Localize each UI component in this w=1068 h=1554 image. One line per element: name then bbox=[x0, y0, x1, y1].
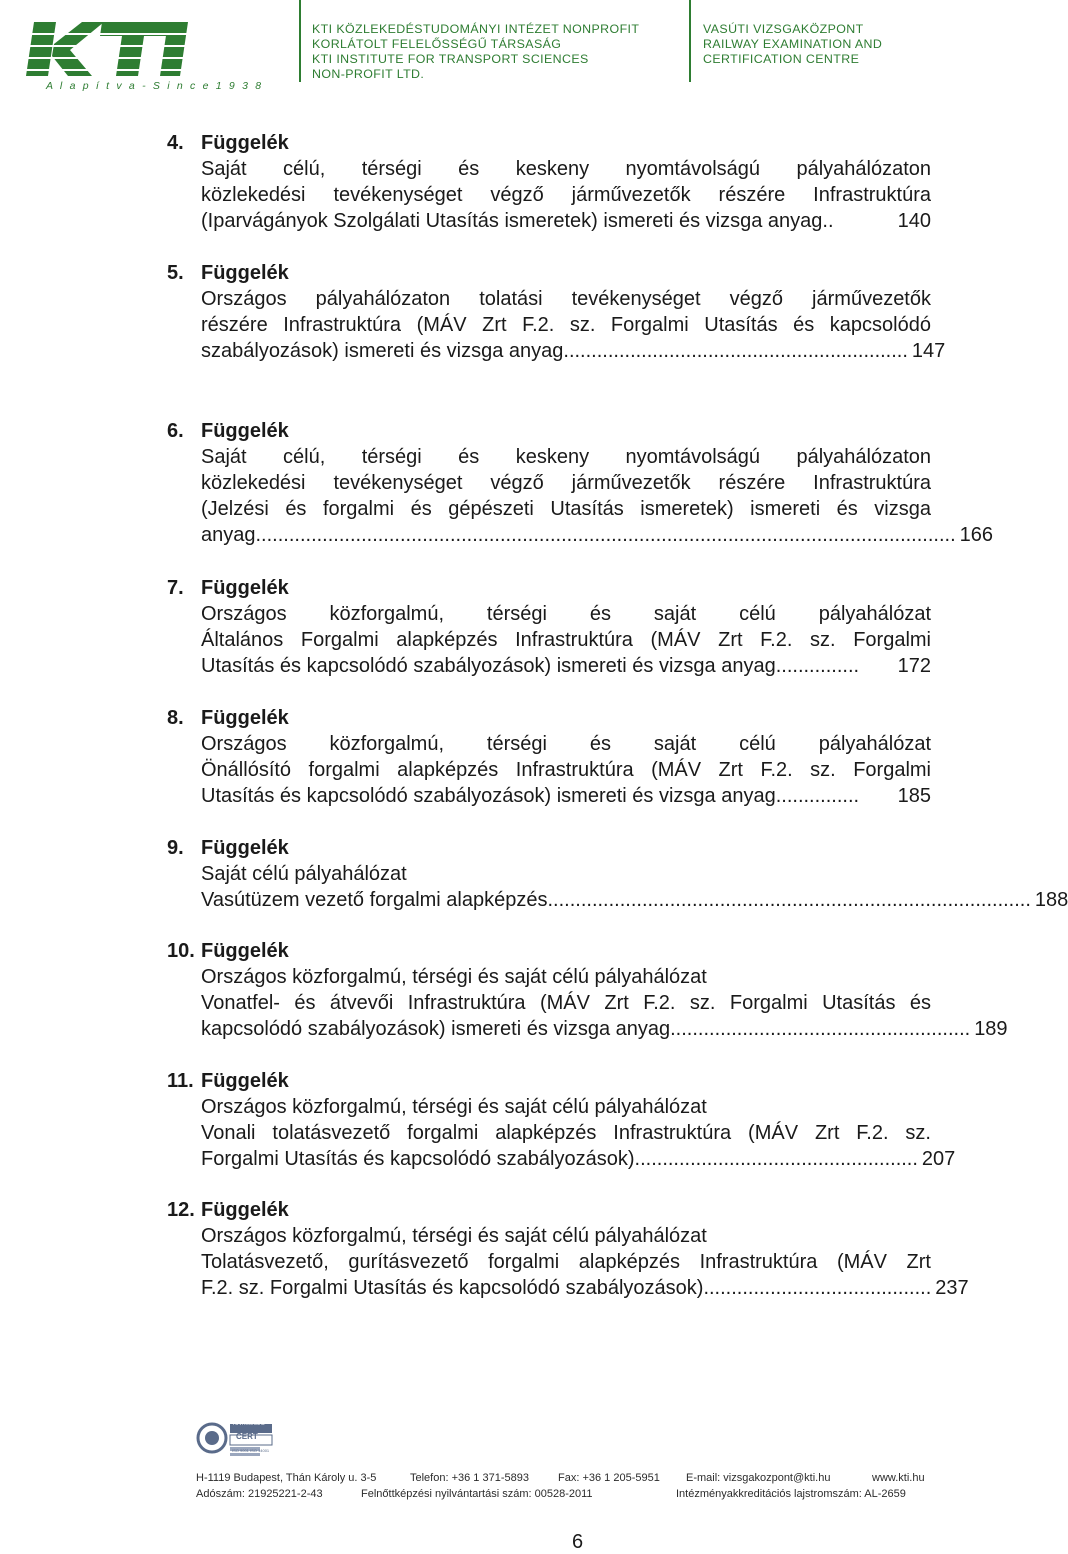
exam-centre-name-block bbox=[703, 22, 882, 67]
exam-centre-line: RAILWAY EXAMINATION AND bbox=[703, 37, 883, 51]
toc-entry-title bbox=[201, 964, 1008, 1042]
toc-entry-heading: Függelék bbox=[201, 1070, 289, 1092]
footer-email[interactable]: E-mail: vizsgakozpont@kti.hu bbox=[686, 1472, 831, 1484]
dot-leader: ......................................... bbox=[703, 1277, 932, 1299]
exam-centre-line: CERTIFICATION CENTRE bbox=[703, 52, 860, 66]
footer-accreditation-number: Intézményakkreditációs lajstromszám: AL-2659 bbox=[676, 1488, 906, 1500]
toc-entry-title bbox=[201, 156, 931, 234]
toc-leader-line bbox=[201, 887, 1068, 913]
toc-entry-number: 12. bbox=[167, 1199, 195, 1221]
dot-leader: ............... bbox=[775, 785, 860, 807]
toc-title-line: (Jelzési és forgalmi és gépészeti Utasítás ismeretek) ismereti és vizsga bbox=[201, 498, 931, 520]
toc-entry-number: 11. bbox=[167, 1070, 194, 1092]
footer-phone: Telefon: +36 1 371-5893 bbox=[410, 1472, 529, 1484]
toc-title-line: Országos közforgalmú, térségi és saját célú pályahálózat bbox=[201, 733, 931, 755]
toc-title-line: Saját célú pályahálózat bbox=[201, 863, 407, 885]
dot-leader: ................................................... bbox=[634, 1148, 918, 1170]
page-reference: 172 bbox=[897, 655, 931, 677]
toc-entry-title bbox=[201, 286, 946, 364]
toc-entry-title bbox=[201, 601, 931, 679]
dot-leader: ............... bbox=[775, 655, 860, 677]
exam-centre-line: VASÚTI VIZSGAKÖZPONT bbox=[703, 22, 864, 36]
institute-line: KTI INSTITUTE FOR TRANSPORT SCIENCES bbox=[312, 52, 589, 66]
toc-entry-heading: Függelék bbox=[201, 837, 289, 859]
header-divider-right bbox=[689, 0, 691, 82]
toc-entry-number: 5. bbox=[167, 262, 184, 284]
toc-title-line: közlekedési tevékenységet végző járművezetők részére Infrastruktúra bbox=[201, 184, 931, 206]
toc-entry-number: 9. bbox=[167, 837, 184, 859]
toc-entry-heading: Függelék bbox=[201, 420, 289, 442]
institute-line: KORLÁTOLT FELELŐSSÉGŰ TÁRSASÁG bbox=[312, 37, 562, 51]
toc-entry-title bbox=[201, 1223, 969, 1301]
page-reference: 188 bbox=[1034, 889, 1068, 911]
footer-website[interactable]: www.kti.hu bbox=[872, 1472, 925, 1484]
toc-title-line: Tolatásvezető, gurításvezető forgalmi alapképzés Infrastruktúra (MÁV Zrt bbox=[201, 1251, 931, 1273]
cert-brand-text: TÜVRheinland bbox=[232, 1421, 265, 1427]
toc-entry-heading: Függelék bbox=[201, 940, 289, 962]
footer-address: H-1119 Budapest, Thán Károly u. 3-5 bbox=[196, 1472, 377, 1484]
page-reference: 147 bbox=[911, 340, 946, 362]
header-divider-left bbox=[299, 0, 301, 82]
page-reference: 237 bbox=[935, 1277, 969, 1299]
toc-title-line: Vasútüzem vezető forgalmi alapképzés bbox=[201, 889, 548, 911]
toc-entry-number: 4. bbox=[167, 132, 184, 154]
page-reference: 189 bbox=[974, 1018, 1008, 1040]
institute-line: KTI KÖZLEKEDÉSTUDOMÁNYI INTÉZET NONPROFIT bbox=[312, 22, 640, 36]
toc-title-line: Vonali tolatásvezető forgalmi alapképzés Infrastruktúra (MÁV Zrt F.2. sz. bbox=[201, 1122, 931, 1144]
page-reference: 166 bbox=[959, 524, 994, 546]
toc-entry-number: 7. bbox=[167, 577, 184, 599]
toc-entry-title bbox=[201, 861, 1068, 913]
cert-iso-text: ISO 9001 ISO 14001 bbox=[232, 1448, 270, 1453]
dot-leader: . bbox=[827, 210, 834, 232]
toc-title-line: Országos közforgalmú, térségi és saját célú pályahálózat bbox=[201, 1225, 707, 1247]
dot-leader: ...................................................... bbox=[670, 1018, 971, 1040]
toc-title-line: (Iparvágányok Szolgálati Utasítás ismeretek) ismereti és vizsga anyag. bbox=[201, 210, 828, 232]
dot-leader: ....................................................................................... bbox=[547, 889, 1031, 911]
toc-title-line: Országos közforgalmú, térségi és saját célú pályahálózat bbox=[201, 1096, 707, 1118]
toc-entry-title bbox=[201, 731, 931, 809]
toc-title-line: részére Infrastruktúra (MÁV Zrt F.2. sz. Forgalmi Utasítás és kapcsolódó bbox=[201, 314, 931, 336]
toc-entry-heading: Függelék bbox=[201, 707, 289, 729]
toc-title-line: Utasítás és kapcsolódó szabályozások) ismereti és vizsga anyag bbox=[201, 655, 776, 677]
toc-entry-number: 10. bbox=[167, 940, 195, 962]
page-number: 6 bbox=[572, 1531, 584, 1553]
page-reference: 185 bbox=[897, 785, 931, 807]
toc-entry-number: 8. bbox=[167, 707, 184, 729]
dot-leader: .............................................................. bbox=[563, 340, 908, 362]
toc-title-line: közlekedési tevékenységet végző járművezetők részére Infrastruktúra bbox=[201, 472, 931, 494]
toc-title-line: Általános Forgalmi alapképzés Infrastruktúra (MÁV Zrt F.2. sz. Forgalmi bbox=[201, 629, 931, 651]
toc-entry-heading: Függelék bbox=[201, 577, 289, 599]
toc-title-line: anyag bbox=[201, 524, 256, 546]
toc-entry-title bbox=[201, 444, 994, 548]
toc-title-line: Saját célú, térségi és keskeny nyomtávolságú pályahálózaton bbox=[201, 446, 931, 468]
page-reference: 140 bbox=[897, 210, 931, 232]
toc-title-line: Országos közforgalmú, térségi és saját célú pályahálózat bbox=[201, 966, 707, 988]
footer-adult-education-number: Felnőttképzési nyilvántartási szám: 00528-2011 bbox=[361, 1488, 593, 1500]
toc-leader-line bbox=[201, 653, 931, 679]
toc-entry-heading: Függelék bbox=[201, 1199, 289, 1221]
toc-entry-heading: Függelék bbox=[201, 262, 289, 284]
toc-leader-line bbox=[201, 1016, 1008, 1042]
toc-title-line: szabályozások) ismereti és vizsga anyag bbox=[201, 340, 564, 362]
toc-title-line: Önállósító forgalmi alapképzés Infrastruktúra (MÁV Zrt F.2. sz. Forgalmi bbox=[201, 759, 931, 781]
toc-title-line: Forgalmi Utasítás és kapcsolódó szabályozások) bbox=[201, 1148, 635, 1170]
toc-leader-line bbox=[201, 1275, 969, 1301]
toc-title-line: Saját célú, térségi és keskeny nyomtávolságú pályahálózaton bbox=[201, 158, 931, 180]
toc-entry-number: 6. bbox=[167, 420, 184, 442]
page-header bbox=[0, 0, 960, 96]
toc-entry-heading: Függelék bbox=[201, 132, 289, 154]
toc-title-line: kapcsolódó szabályozások) ismereti és vizsga anyag bbox=[201, 1018, 671, 1040]
toc-leader-line bbox=[201, 208, 931, 234]
institute-name-block bbox=[312, 22, 639, 82]
toc-title-line: Országos közforgalmú, térségi és saját célú pályahálózat bbox=[201, 603, 931, 625]
toc-entry-title bbox=[201, 1094, 956, 1172]
toc-leader-line bbox=[201, 1146, 956, 1172]
institute-line: NON-PROFIT LTD. bbox=[312, 67, 425, 81]
toc-leader-line bbox=[201, 783, 931, 809]
toc-leader-line bbox=[201, 522, 994, 548]
toc-title-line: Vonatfel- és átvevői Infrastruktúra (MÁV Zrt F.2. sz. Forgalmi Utasítás és bbox=[201, 992, 931, 1014]
toc-leader-line bbox=[201, 338, 946, 364]
page-reference: 207 bbox=[921, 1148, 956, 1170]
kti-logo-mark bbox=[20, 20, 190, 78]
footer-fax: Fax: +36 1 205-5951 bbox=[558, 1472, 660, 1484]
toc-title-line: Országos pályahálózaton tolatási tevékenységet végző járművezetők bbox=[201, 288, 931, 310]
kti-logo bbox=[20, 20, 264, 96]
logo-tagline: A l a p í t v a - S i n c e 1 9 3 8 bbox=[46, 80, 264, 92]
toc-title-line: Utasítás és kapcsolódó szabályozások) ismereti és vizsga anyag bbox=[201, 785, 776, 807]
footer-tax-number: Adószám: 21925221-2-43 bbox=[196, 1488, 323, 1500]
dot-leader: .............................................................................................................................. bbox=[255, 524, 956, 546]
cert-label: CERT bbox=[236, 1432, 258, 1441]
toc-title-line: F.2. sz. Forgalmi Utasítás és kapcsolódó szabályozások) bbox=[201, 1277, 704, 1299]
